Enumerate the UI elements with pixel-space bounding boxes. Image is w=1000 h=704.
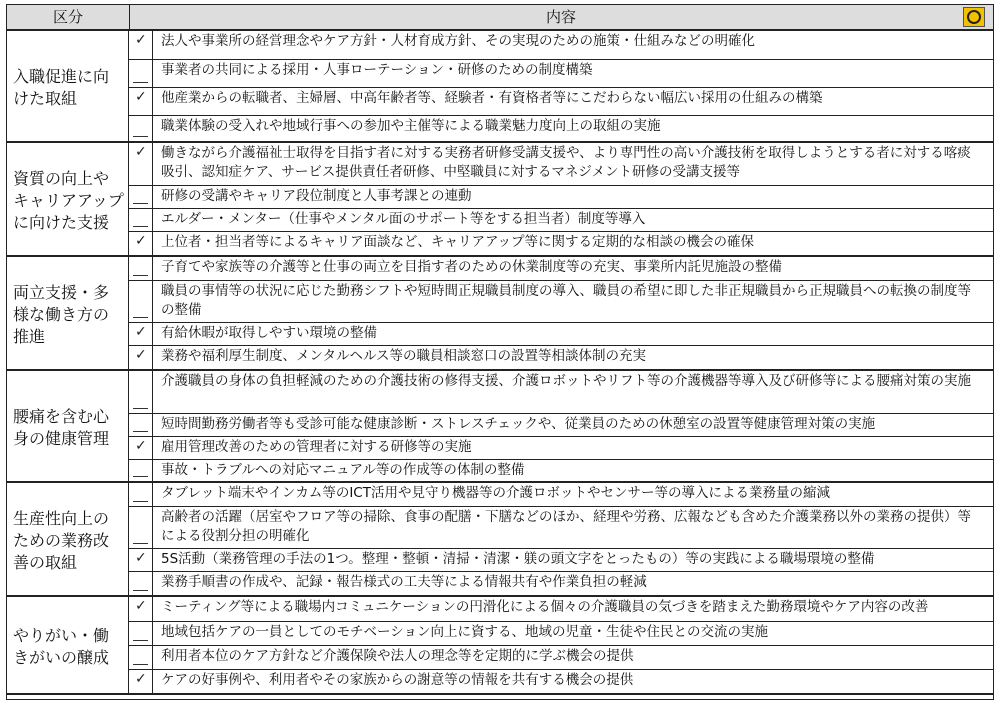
measure-row <box>129 371 993 413</box>
measure-row <box>129 669 993 693</box>
measure-row <box>129 483 993 506</box>
measure-text: 地域包括ケアの一員としてのモチベーション向上に資する、地域の児童・生徒や住民との交流の実施 <box>161 624 768 640</box>
checked-checkbox[interactable] <box>129 143 153 185</box>
unchecked-checkbox[interactable] <box>129 209 153 231</box>
measure-text: 子育てや家族等の介護等と仕事の両立を目指す者のための休業制度等の充実、事業所内託児施設の整備 <box>161 259 782 275</box>
measure-row <box>129 257 993 280</box>
measure-row <box>129 571 993 595</box>
category-label <box>7 483 129 595</box>
measure-text: 事故・トラブルへの対応マニュアル等の作成等の体制の整備 <box>161 462 525 478</box>
measure-text: 法人や事業所の経営理念やケア方針・人材育成方針、その実現のための施策・仕組みなどの明確化 <box>161 33 755 49</box>
measure-row <box>129 322 993 345</box>
unchecked-checkbox[interactable] <box>129 622 153 645</box>
category-group <box>7 143 993 257</box>
checked-checkbox[interactable] <box>129 31 153 59</box>
measure-text: 業務手順書の作成や、記録・報告様式の工夫等による情報共有や作業負担の軽減 <box>161 574 647 590</box>
category-label <box>7 371 129 481</box>
measure-text: ケアの好事例や、利用者やその家族からの謝意等の情報を共有する機会の提供 <box>161 672 634 688</box>
measure-text: タブレット端末やインカム等のICT活用や見守り機器等の介護ロボットやセンサー等の導入による業務量の縮減 <box>161 485 830 501</box>
measure-row <box>129 506 993 548</box>
unchecked-checkbox[interactable] <box>129 257 153 280</box>
checked-checkbox[interactable] <box>129 597 153 621</box>
measure-text: ミーティング等による職場内コミュニケーションの円滑化による個々の介護職員の気づきを踏まえた勤務環境やケア内容の改善 <box>161 599 929 615</box>
checked-checkbox[interactable] <box>129 232 153 255</box>
unchecked-checkbox[interactable] <box>129 572 153 595</box>
category-label <box>7 597 129 693</box>
measure-row <box>129 115 993 141</box>
category-group <box>7 597 993 695</box>
measure-row <box>129 345 993 369</box>
measure-row <box>129 31 993 59</box>
measure-text: 5S活動（業務管理の手法の1つ。整理・整頓・清掃・清潔・躾の頭文字をとったもの）等の実践による職場環境の整備 <box>161 551 875 567</box>
unchecked-checkbox[interactable] <box>129 371 153 413</box>
measure-text: 雇用管理改善のための管理者に対する研修等の実施 <box>161 439 472 455</box>
unchecked-checkbox[interactable] <box>129 414 153 436</box>
circle-icon <box>967 10 981 24</box>
category-text: 入職促進に向けた取組 <box>13 67 110 108</box>
category-group <box>7 483 993 597</box>
checked-checkbox[interactable] <box>129 549 153 571</box>
measure-row <box>129 59 993 87</box>
measure-row <box>129 621 993 645</box>
table-header <box>7 5 993 31</box>
checked-checkbox[interactable] <box>129 437 153 459</box>
measure-text: 短時間勤務労働者等も受診可能な健康診断・ストレスチェックや、従業員のための休憩室の設置等健康管理対策の実施 <box>161 416 876 432</box>
category-label <box>7 257 129 369</box>
checked-checkbox[interactable] <box>129 670 153 693</box>
measure-row <box>129 280 993 322</box>
category-text: やりがい・働きがいの醸成 <box>13 626 110 667</box>
measure-row <box>129 208 993 231</box>
checked-checkbox[interactable] <box>129 88 153 115</box>
content-column-header: 内容 <box>545 8 576 26</box>
category-label <box>7 143 129 255</box>
measure-text: 利用者本位のケア方針など介護保険や法人の理念等を定期的に学ぶ機会の提供 <box>161 648 634 664</box>
measure-text: 業務や福利厚生制度、メンタルヘルス等の職員相談窓口の設置等相談体制の充実 <box>161 348 647 364</box>
measure-row <box>129 143 993 185</box>
checked-checkbox[interactable] <box>129 346 153 369</box>
measure-text: 職業体験の受入れや地域行事への参加や主催等による職業魅力度向上の取組の実施 <box>161 118 661 134</box>
unchecked-checkbox[interactable] <box>129 483 153 506</box>
measure-text: 職員の事情等の状況に応じた勤務シフトや短時間正規職員制度の導入、職員の希望に即した非正規職員から正規職員への転換の制度等の整備 <box>161 283 971 318</box>
measure-row <box>129 87 993 115</box>
measure-text: エルダー・メンター（仕事やメンタル面のサポート等をする担当者）制度等導入 <box>161 211 646 227</box>
measure-row <box>129 459 993 481</box>
measure-text: 事業者の共同による採用・人事ローテーション・研修のための制度構築 <box>161 62 593 78</box>
unchecked-checkbox[interactable] <box>129 460 153 481</box>
category-group <box>7 371 993 483</box>
category-text: 腰痛を含む心身の健康管理 <box>13 407 110 448</box>
category-group <box>7 31 993 143</box>
category-text: 資質の向上やキャリアアップに向けた支援 <box>13 169 124 232</box>
measure-text: 働きながら介護福祉士取得を目指す者に対する実務者研修受講支援や、より専門性の高い介護技術を取得しようとする者に対する喀痰吸引、認知症ケア、サービス提供責任者研修、中堅職員に対するマネジメント研修の受講支援等 <box>161 145 971 180</box>
measure-row <box>129 597 993 621</box>
category-text: 生産性向上のための業務改善の取組 <box>13 509 110 572</box>
measure-text: 有給休暇が取得しやすい環境の整備 <box>161 325 377 341</box>
unchecked-checkbox[interactable] <box>129 116 153 141</box>
measure-text: 介護職員の身体の負担軽減のための介護技術の修得支援、介護ロボットやリフト等の介護機器等導入及び研修等による腰痛対策の実施 <box>161 373 971 389</box>
measure-row <box>129 231 993 255</box>
category-column-header: 区分 <box>7 5 130 29</box>
improvement-measures-table <box>6 4 994 700</box>
measure-row <box>129 548 993 571</box>
measure-row <box>129 185 993 208</box>
unchecked-checkbox[interactable] <box>129 281 153 322</box>
category-label <box>7 31 129 141</box>
measure-text: 他産業からの転職者、主婦層、中高年齢者等、経験者・有資格者等にこだわらない幅広い採用の仕組みの構築 <box>161 90 823 106</box>
measure-row <box>129 413 993 436</box>
unchecked-checkbox[interactable] <box>129 507 153 548</box>
yellow-circle-marker-icon <box>963 7 985 27</box>
category-text: 両立支援・多様な働き方の推進 <box>13 283 110 346</box>
table-body <box>7 31 993 699</box>
category-group <box>7 257 993 371</box>
measure-text: 高齢者の活躍（居室やフロア等の掃除、食事の配膳・下膳などのほか、経理や労務、広報なども含めた介護業務以外の業務の提供）等による役割分担の明確化 <box>161 509 971 544</box>
unchecked-checkbox[interactable] <box>129 186 153 208</box>
measure-text: 上位者・担当者等によるキャリア面談など、キャリアアップ等に関する定期的な相談の機会の確保 <box>161 234 755 250</box>
unchecked-checkbox[interactable] <box>129 60 153 87</box>
unchecked-checkbox[interactable] <box>129 646 153 669</box>
measure-text: 研修の受講やキャリア段位制度と人事考課との連動 <box>161 188 472 204</box>
checked-checkbox[interactable] <box>129 323 153 345</box>
measure-row <box>129 436 993 459</box>
measure-row <box>129 645 993 669</box>
